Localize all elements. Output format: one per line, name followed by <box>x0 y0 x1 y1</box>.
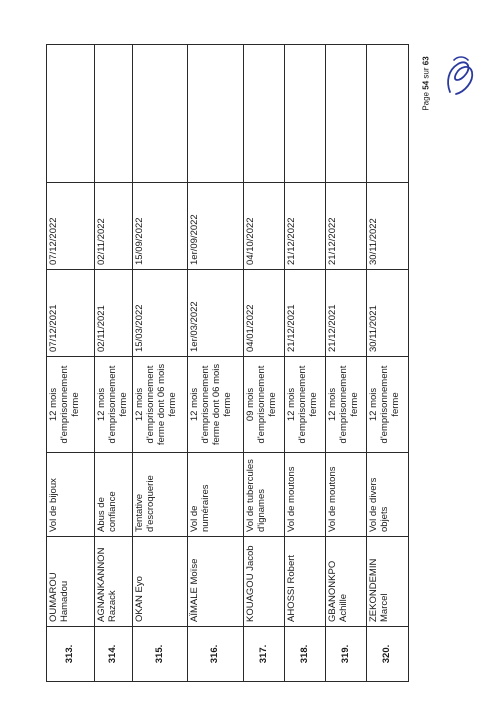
detainee-name: OKAN Eyo <box>133 537 188 627</box>
row-number: 317. <box>244 627 285 682</box>
remarks-cell <box>326 45 367 183</box>
end-date: 15/09/2022 <box>133 183 188 270</box>
start-date: 21/12/2021 <box>285 270 326 357</box>
start-date: 02/11/2021 <box>95 270 133 357</box>
detainee-name: AHOSSI Robert <box>285 537 326 627</box>
row-number: 316. <box>188 627 244 682</box>
offense: Abus de confiance <box>95 453 133 537</box>
start-date: 30/11/2021 <box>367 270 409 357</box>
row-number: 313. <box>47 627 95 682</box>
table-row <box>367 45 409 682</box>
start-date: 1er/03/2022 <box>188 270 244 357</box>
remarks-cell <box>95 45 133 183</box>
offense: Vol de numéraires <box>188 453 244 537</box>
remarks-cell <box>244 45 285 183</box>
detainee-name: ZEKONDEMIN Marcel <box>367 537 409 627</box>
table-row <box>188 45 244 682</box>
detainee-name: AGNANKANNON Razack <box>95 537 133 627</box>
remarks-cell <box>285 45 326 183</box>
end-date: 02/11/2022 <box>95 183 133 270</box>
sentence: 12 mois d'emprisonnement ferme dont 06 mois ferme <box>188 357 244 453</box>
offense: Vol de tubercules d'ignames <box>244 453 285 537</box>
remarks-cell <box>47 45 95 183</box>
end-date: 07/12/2022 <box>47 183 95 270</box>
start-date: 07/12/2021 <box>47 270 95 357</box>
row-number: 315. <box>133 627 188 682</box>
end-date: 1er/09/2022 <box>188 183 244 270</box>
end-date: 21/12/2022 <box>285 183 326 270</box>
start-date: 04/01/2022 <box>244 270 285 357</box>
remarks-cell <box>133 45 188 183</box>
start-date: 15/03/2022 <box>133 270 188 357</box>
sentence: 12 mois d'emprisonnement ferme dont 06 mois ferme <box>133 357 188 453</box>
detainee-name: GBANONKPO Achille <box>326 537 367 627</box>
table-row <box>133 45 188 682</box>
start-date: 21/12/2021 <box>326 270 367 357</box>
sentence: 12 mois d'emprisonnement ferme <box>47 357 95 453</box>
detainee-table <box>46 44 409 682</box>
offense: Vol de divers objets <box>367 453 409 537</box>
table-row <box>326 45 367 682</box>
detainee-name: AÏMALE Moïse <box>188 537 244 627</box>
sentence: 12 mois d'emprisonnement ferme <box>367 357 409 453</box>
table-row <box>95 45 133 682</box>
row-number: 320. <box>367 627 409 682</box>
row-number: 318. <box>285 627 326 682</box>
row-number: 319. <box>326 627 367 682</box>
offense: Vol de bijoux <box>47 453 95 537</box>
signature-mark <box>444 52 476 100</box>
sentence: 09 mois d'emprisonnement ferme <box>244 357 285 453</box>
detainee-name: OUMAROU Hamadou <box>47 537 95 627</box>
offense: Tentative d'escroquerie <box>133 453 188 537</box>
page-footer <box>406 34 446 144</box>
end-date: 30/11/2022 <box>367 183 409 270</box>
sentence: 12 mois d'emprisonnement ferme <box>95 357 133 453</box>
page-number: Page 54 sur 63 <box>421 56 431 111</box>
row-number: 314. <box>95 627 133 682</box>
table-row <box>285 45 326 682</box>
table-row <box>244 45 285 682</box>
sentence: 12 mois d'emprisonnement ferme <box>326 357 367 453</box>
remarks-cell <box>188 45 244 183</box>
end-date: 21/12/2022 <box>326 183 367 270</box>
table-row <box>47 45 95 682</box>
detainee-name: KOUAGOU Jacob <box>244 537 285 627</box>
rotated-page <box>46 45 408 682</box>
remarks-cell <box>367 45 409 183</box>
offense: Vol de moutons <box>285 453 326 537</box>
sentence: 12 mois d'emprisonnement ferme <box>285 357 326 453</box>
offense: Vol de moutons <box>326 453 367 537</box>
end-date: 04/10/2022 <box>244 183 285 270</box>
